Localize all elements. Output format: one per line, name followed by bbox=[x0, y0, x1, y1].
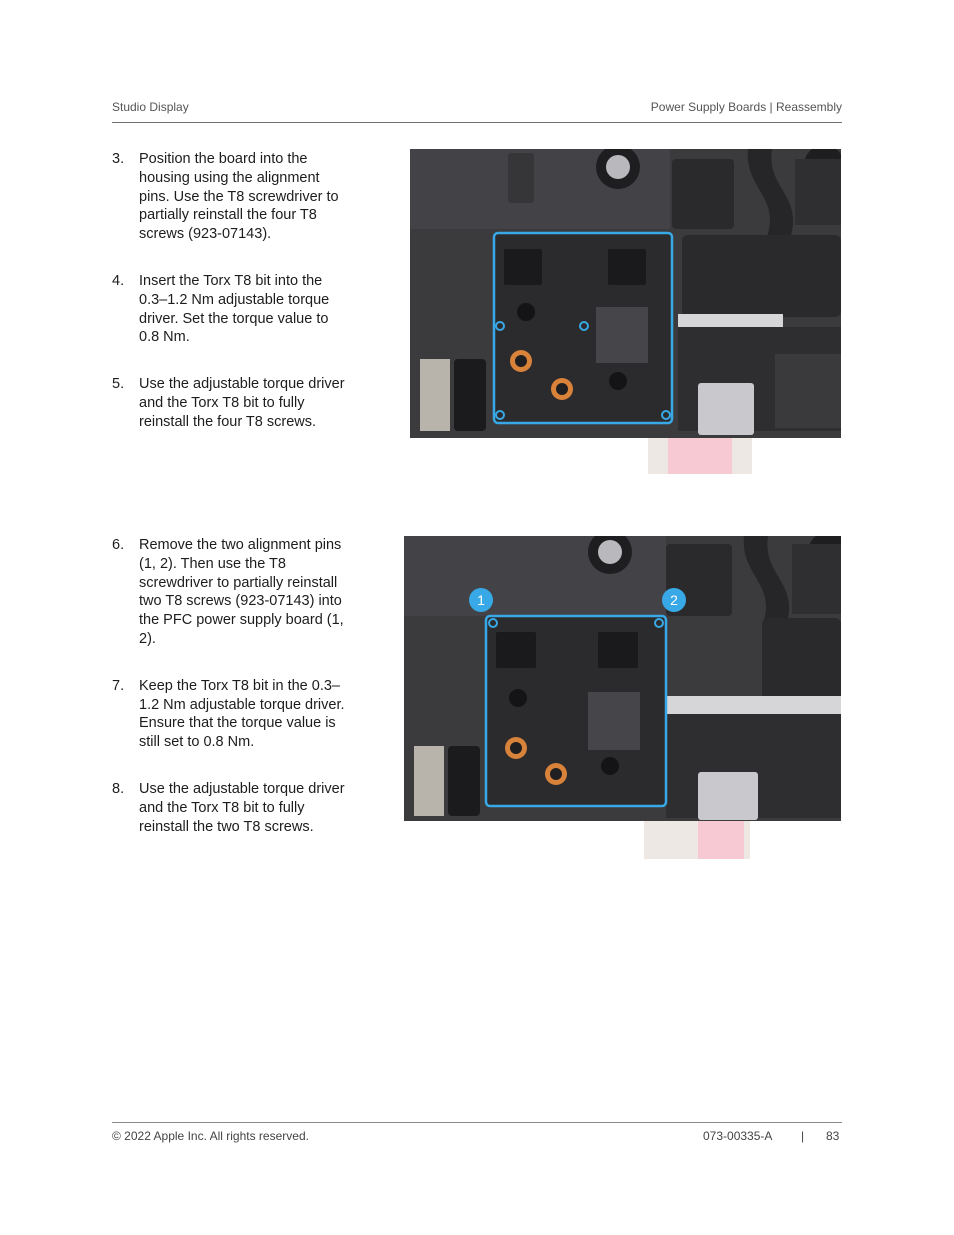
step-7 bbox=[112, 677, 352, 752]
step-text: Use the adjustable torque driver and the Torx T8 bit to fully reinstall the two T8 screws. bbox=[139, 780, 345, 835]
step-5 bbox=[112, 375, 352, 431]
step-spacer bbox=[112, 347, 352, 375]
step-6 bbox=[112, 536, 352, 649]
step-8 bbox=[112, 780, 352, 836]
steps-list-second bbox=[112, 536, 352, 836]
step-number: 3. bbox=[112, 151, 125, 167]
callout-2 bbox=[662, 588, 686, 612]
footer-copyright: © 2022 Apple Inc. All rights reserved. bbox=[112, 1129, 309, 1143]
svg-text:2: 2 bbox=[670, 592, 678, 608]
step-text: Keep the Torx T8 bit in the 0.3–1.2 Nm adjustable torque driver. Ensure that the torque value is still set to 0.8 Nm. bbox=[139, 677, 345, 751]
footer-doc-number: 073-00335-A bbox=[703, 1129, 773, 1143]
step-3 bbox=[112, 150, 352, 244]
step-spacer bbox=[112, 244, 352, 272]
header-divider bbox=[112, 122, 842, 123]
board-photo-two-screws bbox=[404, 536, 841, 859]
step-spacer bbox=[112, 649, 352, 677]
step-number: 4. bbox=[112, 272, 125, 289]
board-photo-four-screws bbox=[410, 149, 841, 474]
footer-divider bbox=[112, 1122, 842, 1123]
step-number: 6. bbox=[112, 537, 125, 553]
step-4 bbox=[112, 272, 352, 347]
step-number: 8. bbox=[112, 780, 125, 797]
step-spacer bbox=[112, 752, 352, 780]
page-number: 83 bbox=[826, 1129, 840, 1143]
step-text: Remove the two alignment pins (1, 2). Then use the T8 screwdriver to partially reinstall two T8 screws (923-07143) into the PFC power supply board (1, 2). bbox=[139, 537, 344, 647]
step-number: 5. bbox=[112, 376, 125, 393]
step-text: Insert the Torx T8 bit into the 0.3–1.2 Nm adjustable torque driver. Set the torque value to 0.8 Nm. bbox=[139, 272, 330, 346]
header-left-title: Studio Display bbox=[112, 100, 189, 114]
step-text: Use the adjustable torque driver and the Torx T8 bit to fully reinstall the four T8 screws. bbox=[139, 376, 345, 430]
steps-list-first bbox=[112, 150, 352, 432]
header-right-section: Power Supply Boards | Reassembly bbox=[650, 100, 842, 114]
step-text: Position the board into the housing using the alignment pins. Use the T8 screwdriver to partially reinstall the four T8 screws (923-07143). bbox=[139, 151, 339, 243]
step-number: 7. bbox=[112, 677, 125, 694]
footer-separator: | bbox=[801, 1129, 805, 1143]
svg-text:1: 1 bbox=[477, 592, 485, 608]
callout-1 bbox=[469, 588, 493, 612]
